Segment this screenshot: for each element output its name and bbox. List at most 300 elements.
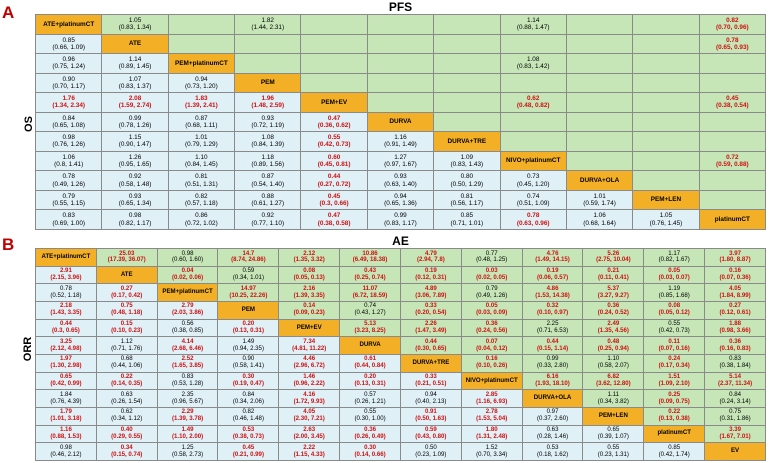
matrix-row [36,249,766,267]
estimate-value: 0.65 [607,426,620,434]
estimate-value: 0.93 [394,173,407,181]
treatment-name: ATE [128,40,142,48]
estimate-value: 1.84 [59,390,72,398]
estimate-value: 0.88 [261,192,274,200]
estimate-value: 0.27 [120,284,133,292]
os-title: OS [23,116,35,132]
estimate-value: 5.14 [729,373,741,381]
estimate-value: 0.91 [424,408,437,416]
estimate-value: 2.18 [59,302,72,310]
lower-cell [301,171,367,191]
estimate-value: 0.85 [460,212,474,220]
confidence-interval: (0.05, 0.13) [293,273,325,281]
estimate-value: 6.82 [607,373,620,381]
estimate-value: 5.26 [607,249,620,257]
matrix-row [36,190,766,210]
lower-cell [301,132,367,152]
treatment-name: PEM+platinumCT [162,288,213,296]
upper-cell [461,284,522,302]
confidence-interval: (0.82, 1.67) [658,256,690,264]
confidence-interval: (2.75, 10.04) [596,256,631,264]
estimate-value: 1.25 [181,443,194,451]
estimate-value: 0.44 [546,337,559,345]
confidence-interval: (1.34, 2.34) [52,102,86,110]
treatment-name: PEM+LEN [598,411,628,419]
treatment-name: NIVO+platinumCT [465,376,518,384]
confidence-interval: (0.90, 1.47) [118,141,152,149]
estimate-value: 0.92 [261,212,274,220]
lower-cell [235,190,301,210]
estimate-value: 0.20 [242,320,255,328]
confidence-interval: (0.44, 0.84) [354,362,386,370]
estimate-value: 14.97 [240,284,257,292]
treatment-name: ATE+platinumCT [41,252,91,260]
lower-cell [218,372,279,390]
confidence-interval: (0.51, 1.09) [516,200,550,208]
upper-cell [644,249,705,267]
estimate-value: 0.98 [128,212,142,220]
lower-cell [96,337,157,355]
lower-cell [102,54,168,74]
upper-cell [522,284,583,302]
matrix-row [36,354,766,372]
confidence-interval: (3.62, 12.80) [596,379,631,387]
estimate-value: 0.90 [62,75,75,83]
lower-cell [218,319,279,337]
confidence-interval: (0.77, 1.10) [251,219,285,227]
lower-cell [96,425,157,443]
lower-cell [102,190,168,210]
estimate-value: 0.68 [120,355,133,363]
confidence-interval: (0.72, 1.02) [185,219,218,227]
upper-cell [500,15,566,35]
estimate-value: 0.63 [120,390,133,398]
upper-cell [279,249,340,267]
upper-cell [301,73,367,93]
upper-cell [340,284,401,302]
treatment-name: DURVA+TRE [412,358,450,366]
lower-cell [96,354,157,372]
upper-cell [699,132,765,152]
confidence-interval: (0.14, 0.66) [354,450,386,458]
confidence-interval: (0.24, 3.14) [719,397,751,405]
confidence-interval: (0.38, 0.58) [317,219,351,227]
estimate-value: 0.85 [668,443,681,451]
treatment-label [500,151,566,171]
confidence-interval: (0.43, 1.27) [354,309,386,317]
upper-cell [168,15,234,35]
estimate-value: 0.77 [485,249,498,257]
upper-cell [461,337,522,355]
upper-cell [367,34,433,54]
confidence-interval: (0.34, 1.01) [232,273,264,281]
lower-cell [157,354,218,372]
estimate-value: 0.25 [668,390,681,398]
confidence-interval: (0.15, 1.14) [536,344,569,352]
estimate-value: 1.83 [195,95,208,103]
upper-cell [168,34,234,54]
estimate-value: 0.44 [327,173,341,181]
estimate-value: 0.55 [668,320,681,328]
confidence-interval: (0.58, 2.73) [171,450,204,458]
confidence-interval: (0.84, 1.39) [251,141,285,149]
treatment-label [301,93,367,113]
lower-cell [168,210,234,230]
confidence-interval: (0.23, 1.31) [597,450,629,458]
upper-cell [566,73,632,93]
confidence-interval: (0.21, 0.51) [415,379,447,387]
confidence-interval: (1.35, 3.32) [293,256,325,264]
lower-cell [400,407,461,425]
lower-cell [218,407,279,425]
estimate-value: 2.29 [181,408,194,416]
upper-cell [699,93,765,113]
estimate-value: 0.94 [394,192,407,200]
estimate-value: 4.89 [424,284,437,292]
estimate-value: 0.63 [546,426,559,434]
confidence-interval: (0.97, 1.67) [384,160,417,168]
lower-cell [279,337,340,355]
confidence-interval: (1.84, 8.99) [719,291,751,299]
lower-cell [340,407,401,425]
upper-cell [434,112,500,132]
confidence-interval: (0.25, 0.94) [597,344,629,352]
confidence-interval: (1.10, 2.00) [171,432,204,440]
confidence-interval: (0.59, 0.88) [715,160,749,168]
lower-cell [36,319,97,337]
treatment-name: DURVA [359,341,381,349]
confidence-interval: (0.05, 0.12) [658,309,690,317]
estimate-value: 5.13 [364,320,376,328]
estimate-value: 0.22 [120,373,133,381]
treatment-label [522,390,583,408]
treatment-label [235,73,301,93]
lower-cell [36,407,97,425]
estimate-value: 1.17 [668,249,681,257]
treatment-name: platinumCT [714,216,750,224]
lower-cell [500,190,566,210]
lower-cell [400,443,461,461]
estimate-value: 0.93 [261,114,274,122]
upper-cell [699,15,765,35]
confidence-interval: (0.38, 1.84) [719,362,751,370]
confidence-interval: (0.37, 2.60) [536,415,569,423]
lower-cell [583,425,644,443]
upper-cell [522,249,583,267]
estimate-value: 0.03 [485,267,498,275]
lower-cell [301,112,367,132]
lower-cell [340,443,401,461]
lower-cell [235,112,301,132]
upper-cell [301,54,367,74]
upper-cell [400,249,461,267]
confidence-interval: (0.19, 0.47) [232,379,264,387]
confidence-interval: (1.35, 4.56) [597,326,629,334]
upper-cell [699,171,765,191]
confidence-interval: (0.83, 1.42) [516,63,550,71]
treatment-label [168,54,234,74]
treatment-label [583,407,644,425]
upper-cell [699,112,765,132]
confidence-interval: (2.03, 3.86) [171,309,204,317]
upper-cell [279,301,340,319]
lower-cell [36,190,102,210]
estimate-value: 4.16 [303,390,316,398]
confidence-interval: (0.17, 0.34) [658,362,690,370]
matrix-row [36,73,766,93]
confidence-interval: (0.09, 0.23) [293,309,325,317]
estimate-value: 0.87 [195,114,208,122]
estimate-value: 1.18 [261,153,274,161]
upper-cell [218,284,279,302]
upper-cell [461,301,522,319]
confidence-interval: (0.26, 1.54) [111,397,143,405]
confidence-interval: (1.67, 7.01) [719,432,751,440]
confidence-interval: (0.73, 1.20) [185,82,218,90]
matrix-row [36,151,766,171]
confidence-interval: (0.10, 0.26) [476,362,508,370]
upper-cell [522,337,583,355]
upper-cell [434,54,500,74]
upper-cell [500,93,566,113]
lower-cell [36,443,97,461]
confidence-interval: (0.50, 1.29) [450,180,484,188]
lower-cell [96,301,157,319]
upper-cell [705,319,766,337]
confidence-interval: (2.37, 11.34) [717,379,753,387]
confidence-interval: (2.00, 3.45) [293,432,325,440]
upper-cell [566,54,632,74]
upper-cell [566,112,632,132]
confidence-interval: (0.50, 1.63) [415,415,447,423]
confidence-interval: (0.06, 0.57) [536,273,569,281]
treatment-label [218,301,279,319]
upper-cell [500,54,566,74]
confidence-interval: (0.69, 1.00) [52,219,86,227]
lower-cell [461,390,522,408]
estimate-value: 2.79 [181,302,194,310]
lower-cell [235,93,301,113]
upper-cell [633,171,699,191]
confidence-interval: (1.53, 14.38) [535,291,570,299]
confidence-interval: (0.58, 1.48) [118,180,152,188]
confidence-interval: (0.42, 0.99) [50,379,82,387]
confidence-interval: (0.43, 0.80) [415,432,447,440]
lower-cell [168,132,234,152]
upper-cell [434,34,500,54]
lower-cell [168,171,234,191]
upper-cell [400,337,461,355]
confidence-interval: (0.70, 3.34) [476,450,508,458]
lower-cell [36,390,97,408]
estimate-value: 1.46 [303,373,316,381]
confidence-interval: (0.45, 0.81) [317,160,351,168]
confidence-interval: (0.89, 1.45) [118,63,152,71]
matrix-row [36,284,766,302]
confidence-interval: (0.17, 0.42) [111,291,143,299]
upper-cell [583,266,644,284]
upper-cell [235,54,301,74]
estimate-value: 4.76 [546,249,559,257]
confidence-interval: (0.18, 1.62) [536,450,569,458]
upper-cell [583,390,644,408]
confidence-interval: (0.85, 1.68) [658,291,690,299]
estimate-value: 0.14 [303,302,316,310]
lower-cell [96,443,157,461]
estimate-value: 0.04 [181,267,194,275]
upper-cell [705,425,766,443]
estimate-value: 0.56 [181,320,194,328]
confidence-interval: (1.01, 3.18) [50,415,82,423]
upper-cell [340,319,401,337]
estimate-value: 0.81 [460,192,474,200]
lower-cell [235,132,301,152]
confidence-interval: (1.48, 2.59) [251,102,285,110]
confidence-interval: (1.44, 2.31) [251,24,285,32]
treatment-label [36,249,97,267]
estimate-value: 1.05 [128,17,142,25]
estimate-value: 0.92 [128,173,142,181]
estimate-value: 0.59 [424,426,437,434]
estimate-value: 4.05 [729,284,741,292]
upper-cell [367,15,433,35]
lower-cell [157,337,218,355]
confidence-interval: (1.09, 2.10) [658,379,690,387]
upper-cell [705,390,766,408]
estimate-value: 1.96 [261,95,274,103]
confidence-interval: (0.3, 0.65) [52,326,80,334]
confidence-interval: (0.34, 2.06) [232,397,264,405]
estimate-value: 1.10 [195,153,208,161]
upper-cell [218,249,279,267]
lower-cell [102,171,168,191]
upper-cell [279,266,340,284]
upper-cell [583,301,644,319]
confidence-interval: (0.02, 0.05) [476,273,508,281]
upper-cell [96,249,157,267]
confidence-interval: (0.46, 2.12) [50,450,82,458]
confidence-interval: (0.42, 0.73) [658,326,690,334]
confidence-interval: (2.96, 6.72) [293,362,325,370]
estimate-value: 2.52 [181,355,194,363]
upper-cell [633,54,699,74]
confidence-interval: (0.28, 1.46) [536,432,569,440]
treatment-label [279,319,340,337]
confidence-interval: (0.71, 1.01) [450,219,484,227]
estimate-value: 0.84 [242,390,255,398]
lower-cell [36,284,97,302]
estimate-value: 4.79 [424,249,437,257]
confidence-interval: (0.42, 1.74) [658,450,690,458]
confidence-interval: (2.15, 3.96) [50,273,82,281]
upper-cell [705,284,766,302]
estimate-value: 7.34 [303,337,316,345]
estimate-value: 0.94 [424,390,437,398]
lower-cell [279,443,340,461]
upper-cell [633,112,699,132]
estimate-value: 0.85 [62,36,75,44]
confidence-interval: (0.20, 0.54) [415,309,447,317]
upper-cell [235,34,301,54]
confidence-interval: (0.95, 1.65) [118,160,152,168]
estimate-value: 0.21 [607,267,620,275]
estimate-value: 0.87 [261,173,274,181]
confidence-interval: (0.83, 1.34) [118,24,152,32]
estimate-value: 0.83 [181,373,194,381]
estimate-value: 2.35 [181,390,194,398]
estimate-value: 1.16 [59,426,72,434]
confidence-interval: (1.93, 18.10) [535,379,570,387]
estimate-value: 0.78 [726,36,739,44]
estimate-value: 0.79 [62,192,75,200]
estimate-value: 1.82 [261,17,274,25]
confidence-interval: (0.36, 0.62) [317,121,351,129]
confidence-interval: (1.15, 4.33) [293,450,325,458]
confidence-interval: (0.55, 1.15) [52,200,86,208]
confidence-interval: (0.53, 1.28) [171,379,204,387]
lower-cell [522,407,583,425]
confidence-interval: (0.38, 0.85) [171,326,204,334]
lower-cell [340,390,401,408]
lower-cell [36,112,102,132]
lower-cell [434,171,500,191]
estimate-value: 0.11 [668,337,680,345]
upper-cell [434,73,500,93]
lower-cell [279,372,340,390]
estimate-value: 0.36 [607,302,620,310]
confidence-interval: (0.26, 1.21) [354,397,386,405]
confidence-interval: (0.91, 1.49) [384,141,417,149]
lower-cell [168,151,234,171]
lower-cell [279,407,340,425]
treatment-name: DURVA+TRE [447,137,487,145]
upper-cell [633,93,699,113]
confidence-interval: (1.53, 5.04) [476,415,508,423]
confidence-interval: (0.21, 0.99) [232,450,264,458]
ae-title: AE [392,234,409,248]
lower-cell [96,284,157,302]
confidence-interval: (0.79, 1.29) [185,141,218,149]
treatment-name: EV [730,447,740,455]
estimate-value: 6.16 [546,373,559,381]
estimate-value: 2.25 [546,320,559,328]
matrix-row [36,210,766,230]
confidence-interval: (0.23, 1.09) [415,450,447,458]
orr-title: ORR [22,336,34,362]
estimate-value: 1.88 [729,320,741,328]
confidence-interval: (0.07, 0.16) [658,344,690,352]
confidence-interval: (1.39, 3.35) [293,291,325,299]
estimate-value: 1.19 [668,284,681,292]
upper-cell [699,151,765,171]
upper-cell [705,354,766,372]
estimate-value: 0.36 [364,426,376,434]
confidence-interval: (0.34, 3.82) [597,397,629,405]
lower-cell [566,210,632,230]
matrix-row [36,407,766,425]
estimate-value: 0.44 [59,320,72,328]
estimate-value: 2.63 [303,426,316,434]
lower-cell [301,210,367,230]
confidence-interval: (0.94, 2.35) [232,344,264,352]
estimate-value: 0.27 [729,302,741,310]
lower-cell [367,210,433,230]
estimate-value: 1.01 [593,192,606,200]
estimate-value: 0.57 [364,390,376,398]
estimate-value: 4.46 [303,355,316,363]
confidence-interval: (1.39, 3.78) [171,415,204,423]
estimate-value: 0.48 [607,337,620,345]
